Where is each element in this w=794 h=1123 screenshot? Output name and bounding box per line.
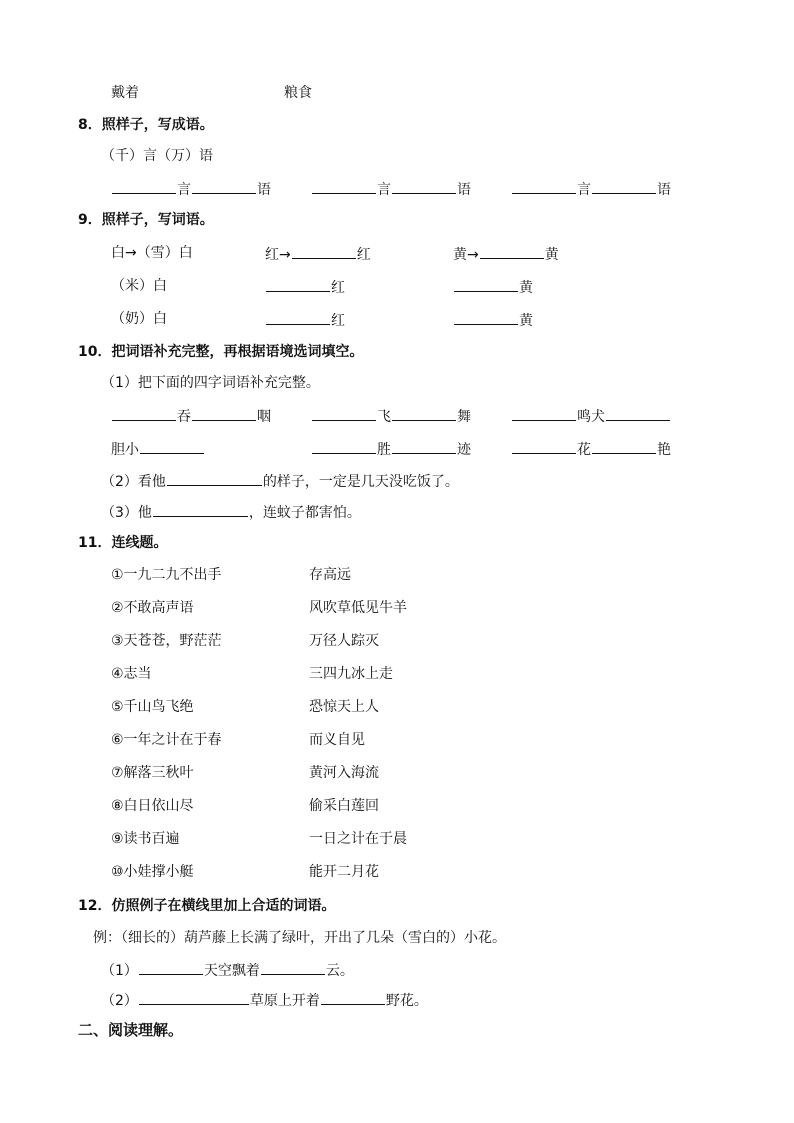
q11-right-7[interactable]: 黄河入海流: [309, 765, 379, 781]
q11-left-2[interactable]: ②不敢高声语: [111, 600, 194, 616]
q10-title: 10．把词语补充完整，再根据语境选词填空。: [78, 344, 364, 360]
q11-right-2[interactable]: 风吹草低见牛羊: [309, 600, 407, 616]
q12-sentence-2: （2） 草原上开着 野花。: [101, 990, 428, 1010]
q11-right-3[interactable]: 万径人踪灭: [309, 633, 379, 649]
q11-left-3[interactable]: ③天苍苍，野茫茫: [111, 633, 222, 649]
blank[interactable]: [112, 179, 176, 194]
q11-right-4[interactable]: 三四九冰上走: [309, 666, 393, 682]
q10-r2-item-1: 胆小: [111, 439, 205, 459]
blank[interactable]: [167, 471, 262, 486]
q11-right-6[interactable]: 而义自见: [309, 732, 365, 748]
blank[interactable]: [592, 179, 656, 194]
q11-left-7[interactable]: ⑦解落三秋叶: [111, 765, 194, 781]
blank[interactable]: [312, 179, 376, 194]
blank[interactable]: [321, 990, 385, 1005]
q11-left-9[interactable]: ⑨读书百遍: [111, 831, 180, 847]
q8-title: 8．照样子，写成语。: [78, 117, 214, 133]
blank[interactable]: [512, 406, 576, 421]
q9-red-3: 红: [265, 310, 345, 330]
q11-right-1[interactable]: 存高远: [309, 567, 351, 583]
blank[interactable]: [312, 439, 376, 454]
blank[interactable]: [454, 277, 518, 292]
q9-red-2: 红: [265, 277, 345, 297]
q11-right-9[interactable]: 一日之计在于晨: [309, 831, 407, 847]
q8-item-3: 言 语: [511, 179, 671, 199]
blank[interactable]: [266, 277, 330, 292]
q10-r1-item-1: 吞 咽: [111, 406, 271, 426]
q9-yellow-1: 黄→ 黄: [453, 244, 559, 264]
blank[interactable]: [512, 179, 576, 194]
top-word-2: 粮食: [284, 85, 312, 101]
blank[interactable]: [512, 439, 576, 454]
blank[interactable]: [392, 179, 456, 194]
q10-r2-item-3: 花 艳: [511, 439, 671, 459]
blank[interactable]: [140, 439, 204, 454]
q8-item-2: 言 语: [311, 179, 471, 199]
q10-part1: （1）把下面的四字词语补充完整。: [101, 375, 320, 391]
blank[interactable]: [261, 960, 325, 975]
blank[interactable]: [139, 990, 249, 1005]
top-word-1: 戴着: [111, 85, 139, 101]
q10-r1-item-3: 鸣犬: [511, 406, 671, 426]
q11-left-6[interactable]: ⑥一年之计在于春: [111, 732, 222, 748]
q11-left-1[interactable]: ①一九二九不出手: [111, 567, 222, 583]
q9-red-1: 红→ 红: [265, 244, 371, 264]
blank[interactable]: [392, 406, 456, 421]
q10-part2: （2）看他 的样子，一定是几天没吃饭了。: [101, 471, 459, 491]
q11-right-5[interactable]: 恐惊天上人: [309, 699, 379, 715]
q11-left-5[interactable]: ⑤千山鸟飞绝: [111, 699, 194, 715]
q11-left-4[interactable]: ④志当: [111, 666, 152, 682]
q11-right-8[interactable]: 偷采白莲回: [309, 798, 379, 814]
q9-title: 9．照样子，写词语。: [78, 212, 214, 228]
blank[interactable]: [392, 439, 456, 454]
q9-yellow-3: 黄: [453, 310, 533, 330]
q11-left-10[interactable]: ⑩小娃撑小艇: [111, 864, 194, 880]
blank[interactable]: [292, 244, 356, 259]
blank[interactable]: [192, 406, 256, 421]
q12-sentence-1: （1） 天空飘着 云。: [101, 960, 354, 980]
q9-example-3: （奶）白: [111, 311, 167, 327]
q12-title: 12．仿照例子在横线里加上合适的词语。: [78, 898, 336, 914]
blank[interactable]: [153, 502, 248, 517]
blank[interactable]: [454, 310, 518, 325]
q8-item-1: 言 语: [111, 179, 271, 199]
q8-example: （千）言（万）语: [101, 148, 213, 164]
blank[interactable]: [192, 179, 256, 194]
blank[interactable]: [312, 406, 376, 421]
q11-left-8[interactable]: ⑧白日依山尽: [111, 798, 194, 814]
q9-example-1: 白→（雪）白: [111, 245, 193, 261]
q9-yellow-2: 黄: [453, 277, 533, 297]
blank[interactable]: [606, 406, 670, 421]
blank[interactable]: [266, 310, 330, 325]
blank[interactable]: [112, 406, 176, 421]
q10-r2-item-2: 胜 迹: [311, 439, 471, 459]
q10-r1-item-2: 飞 舞: [311, 406, 471, 426]
q9-example-2: （米）白: [111, 278, 167, 294]
blank[interactable]: [480, 244, 544, 259]
q11-right-10[interactable]: 能开二月花: [309, 864, 379, 880]
q10-part3: （3）他 ，连蚊子都害怕。: [101, 502, 361, 522]
q12-example: 例：（细长的）葫芦藤上长满了绿叶，开出了几朵（雪白的）小花。: [93, 930, 506, 946]
q11-title: 11．连线题。: [78, 535, 168, 551]
blank[interactable]: [592, 439, 656, 454]
blank[interactable]: [139, 960, 203, 975]
section-heading: 二、阅读理解。: [78, 1021, 184, 1039]
